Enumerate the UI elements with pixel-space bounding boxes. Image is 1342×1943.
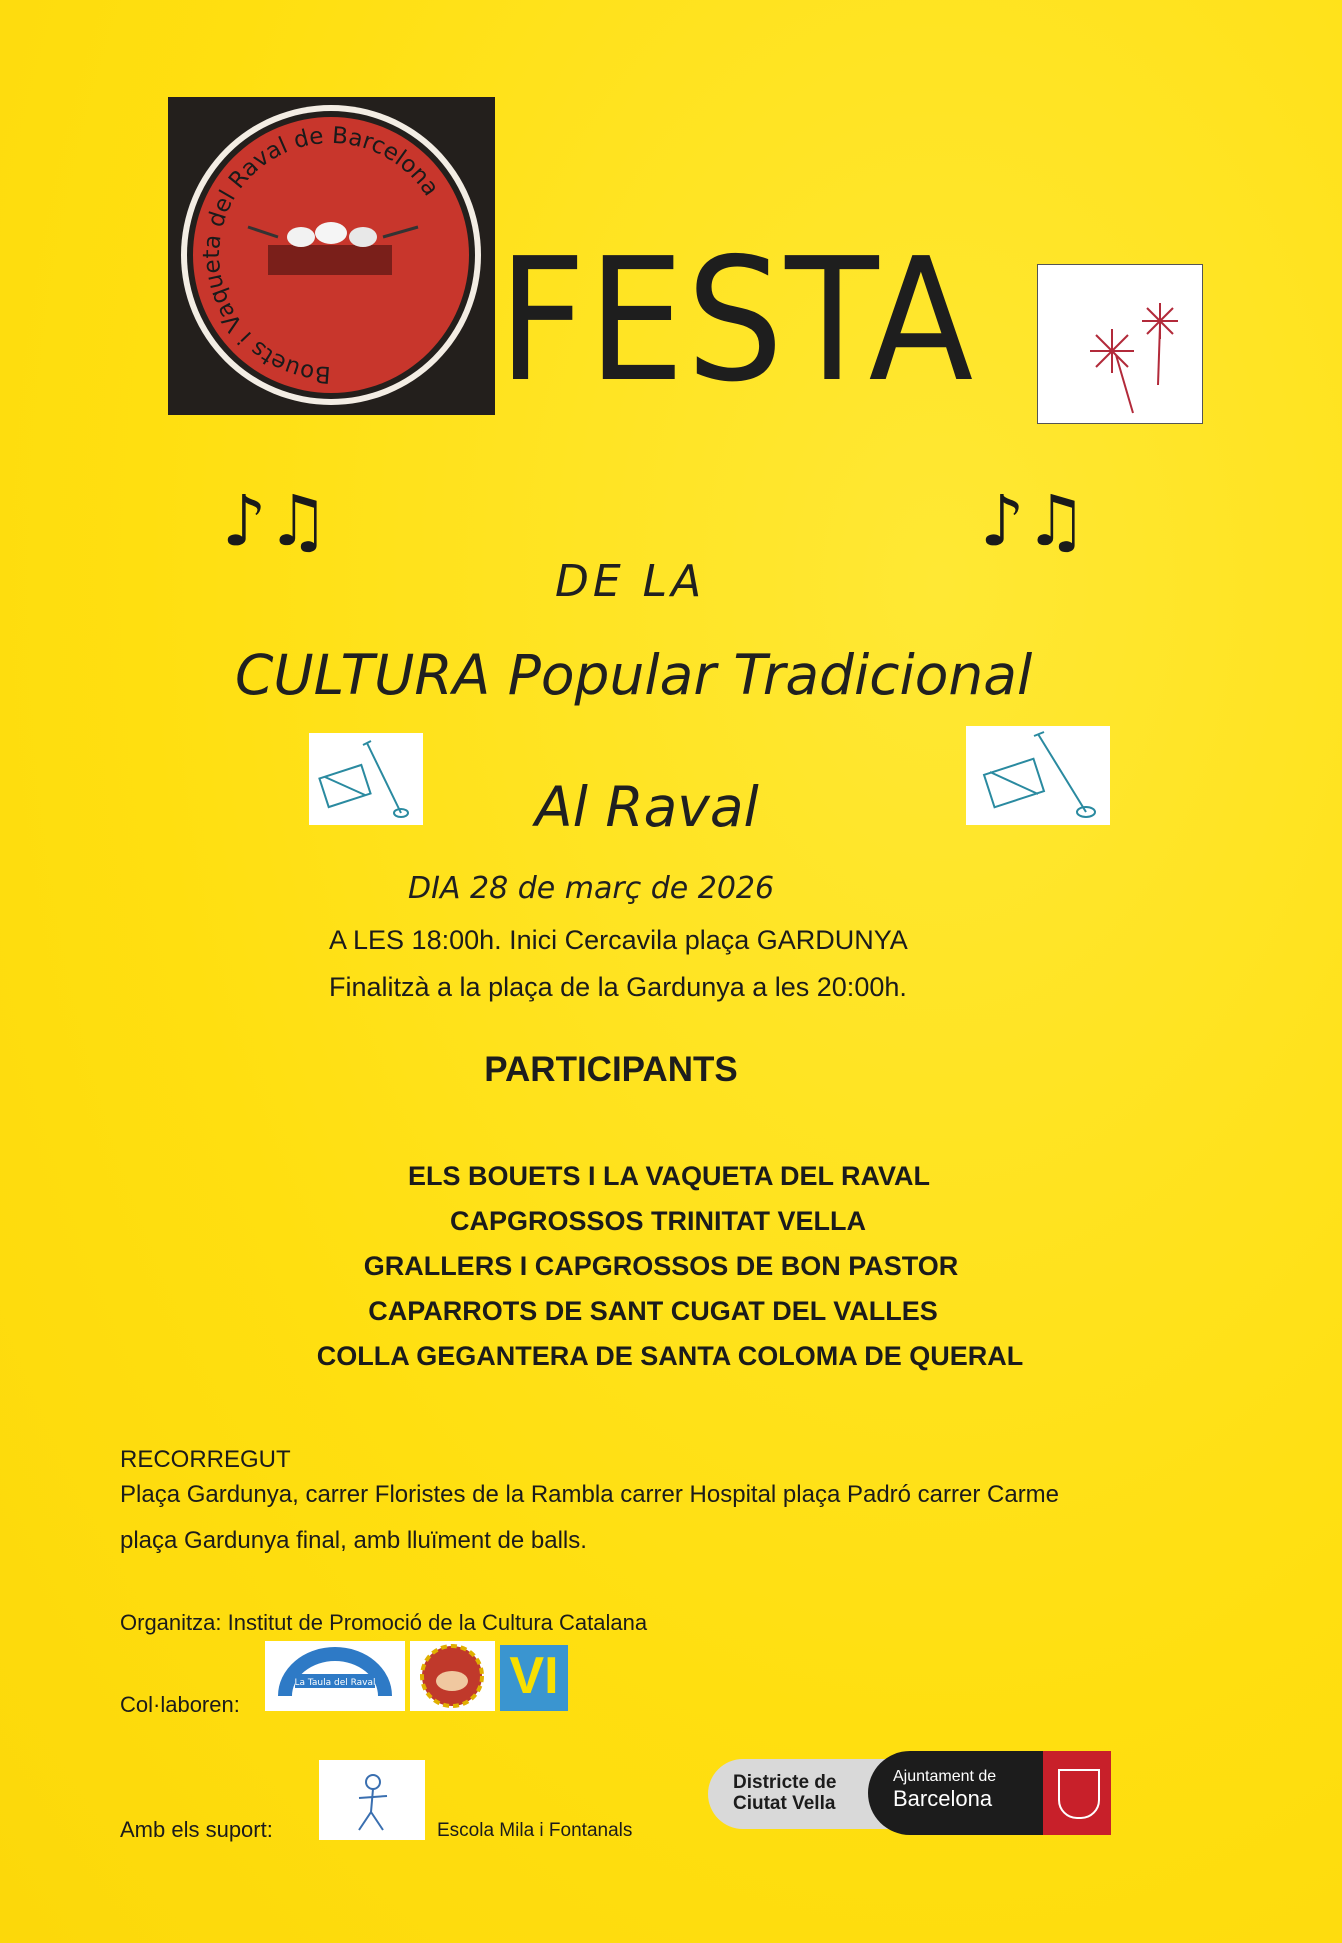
event-date: DIA 28 de març de 2026: [408, 871, 775, 906]
drum-flute-icon-left: [309, 733, 423, 825]
music-notes-icon-right: ♪♫: [980, 480, 1088, 562]
drum-flute-icon-right: [966, 726, 1110, 825]
subtitle-cultura: CULTURA Popular Tradicional: [235, 643, 1033, 707]
route-line-1: Plaça Gardunya, carrer Floristes de la Rambla carrer Hospital plaça Padró carrer Carme: [120, 1481, 1060, 1508]
participant-item: ELS BOUETS I LA VAQUETA DEL RAVAL: [407, 1161, 931, 1191]
barcelona-district-logo: [708, 1751, 1111, 1835]
firework-icon: [1037, 264, 1203, 424]
ajuntament-line-1: Ajuntament de: [893, 1768, 997, 1785]
music-notes-icon-left: ♪♫: [222, 480, 330, 562]
bouets-logo: [168, 97, 495, 415]
event-start: A LES 18:00h. Inici Cercavila plaça GARDUNYA: [329, 925, 908, 955]
vi-logo: [500, 1645, 568, 1711]
barcelona-shield-icon: [1058, 1769, 1100, 1819]
ajuntament-line-2: Barcelona: [893, 1786, 993, 1811]
page-title: FESTA: [498, 222, 976, 420]
escola-logo: [319, 1760, 425, 1840]
taula-raval-logo: [265, 1641, 405, 1711]
logo-ring-text: Bouets i Vaqueta del Raval de Barcelona: [198, 122, 444, 388]
event-end: Finalitzà a la plaça de la Gardunya a les 20:00h.: [329, 972, 907, 1002]
collaborators-label: Col·laboren:: [120, 1692, 240, 1717]
subtitle-de-la: DE LA: [555, 556, 706, 607]
district-line-2: Ciutat Vella: [733, 1793, 836, 1814]
district-line-1: Districte de: [733, 1772, 837, 1793]
organizer: Organitza: Institut de Promoció de la Cultura Catalana: [120, 1610, 648, 1635]
participants-title: PARTICIPANTS: [484, 1050, 738, 1089]
participant-item: CAPGROSSOS TRINITAT VELLA: [449, 1206, 866, 1236]
subtitle-al-raval: Al Raval: [535, 775, 759, 839]
route-title: RECORREGUT: [120, 1446, 291, 1473]
vi-logo-text: VI: [509, 1647, 559, 1705]
taula-logo-text: La Taula del Raval: [294, 1678, 376, 1688]
route-line-2: plaça Gardunya final, amb lluïment de balls.: [120, 1527, 587, 1554]
participant-item: CAPARROTS DE SANT CUGAT DEL VALLES: [368, 1296, 938, 1326]
participant-item: COLLA GEGANTERA DE SANTA COLOMA DE QUERAL: [316, 1341, 1024, 1371]
handshake-logo: [410, 1641, 495, 1711]
support-label: Amb els suport:: [120, 1817, 273, 1842]
escola-name: Escola Mila i Fontanals: [437, 1820, 633, 1841]
participant-item: GRALLERS I CAPGROSSOS DE BON PASTOR: [363, 1251, 959, 1281]
